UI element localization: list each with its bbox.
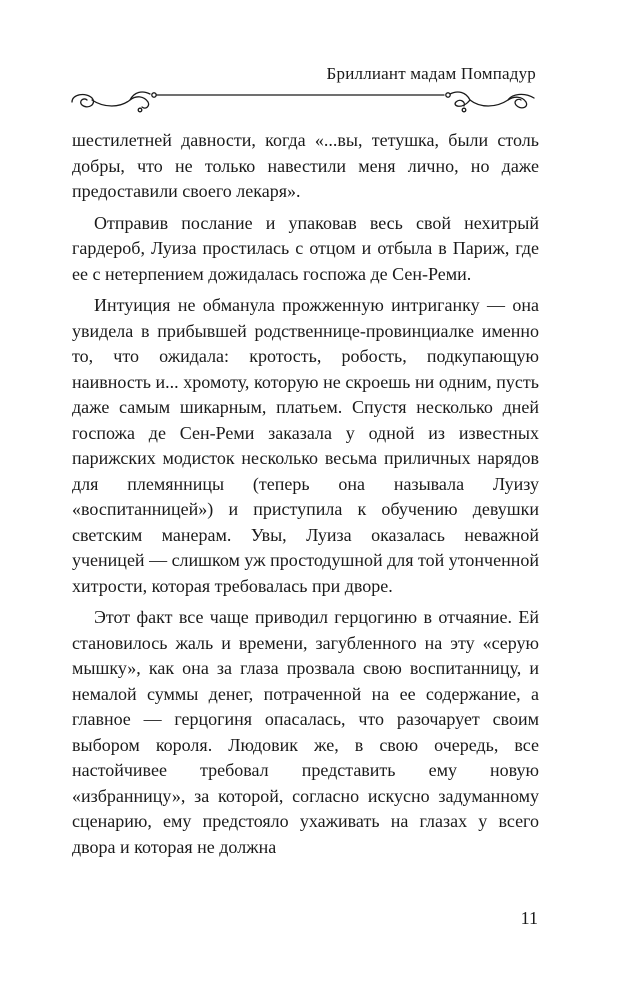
paragraph: шестилетней давности, когда «...вы, тетушка, были столь добры, что не только навестили меня лично, но даже предоставили своего лекаря». bbox=[72, 130, 539, 201]
paragraph: Этот факт все чаще приводил герцогиню в отчаяние. Ей становилось жаль и времени, загубленного на эту «серую мышку», как она за глаза прозвала свою воспитанницу, и немалой суммы денег, потраченной на ее содержание, а главное — герцогиня опасалась, что разочарует своим выбором короля. Людовик же, в свою очередь, все настойчивее требовал представить ему новую «избранницу», за которой, согласно искусно задуманному сценарию, ему предстояло ухаживать на глазах у всего двора и которая не должна bbox=[72, 607, 539, 857]
paragraph: Интуиция не обманула прожженную интриганку — она увидела в прибывшей родственнице-провинциалке именно то, что ожидала: кротость, робость, подкупающую наивность и... хромоту, которую не скроешь ни одним, пусть даже самым шикарным, платьем. Спустя несколько дней госпожа де Сен-Реми заказала у одной из известных парижских модисток несколько весьма приличных нарядов для племянницы (теперь она называла Луизу «воспитанницей») и приступила к обучению девушки светским манерам. Увы, Луиза оказалась неважной ученицей — слишком уж простодушной для той утонченной хитрости, которая требовалась при дворе. bbox=[72, 295, 539, 596]
page-number: 11 bbox=[520, 908, 538, 928]
text-body bbox=[72, 128, 539, 860]
scroll-flourish-icon bbox=[64, 88, 544, 114]
paragraph: Отправив послание и упаковав весь свой нехитрый гардероб, Луиза простилась с отцом и отбыла в Париж, где ее с нетерпением дожидалась госпожа де Сен-Реми. bbox=[72, 212, 539, 284]
running-title: Бриллиант мадам Помпадур bbox=[326, 64, 536, 83]
